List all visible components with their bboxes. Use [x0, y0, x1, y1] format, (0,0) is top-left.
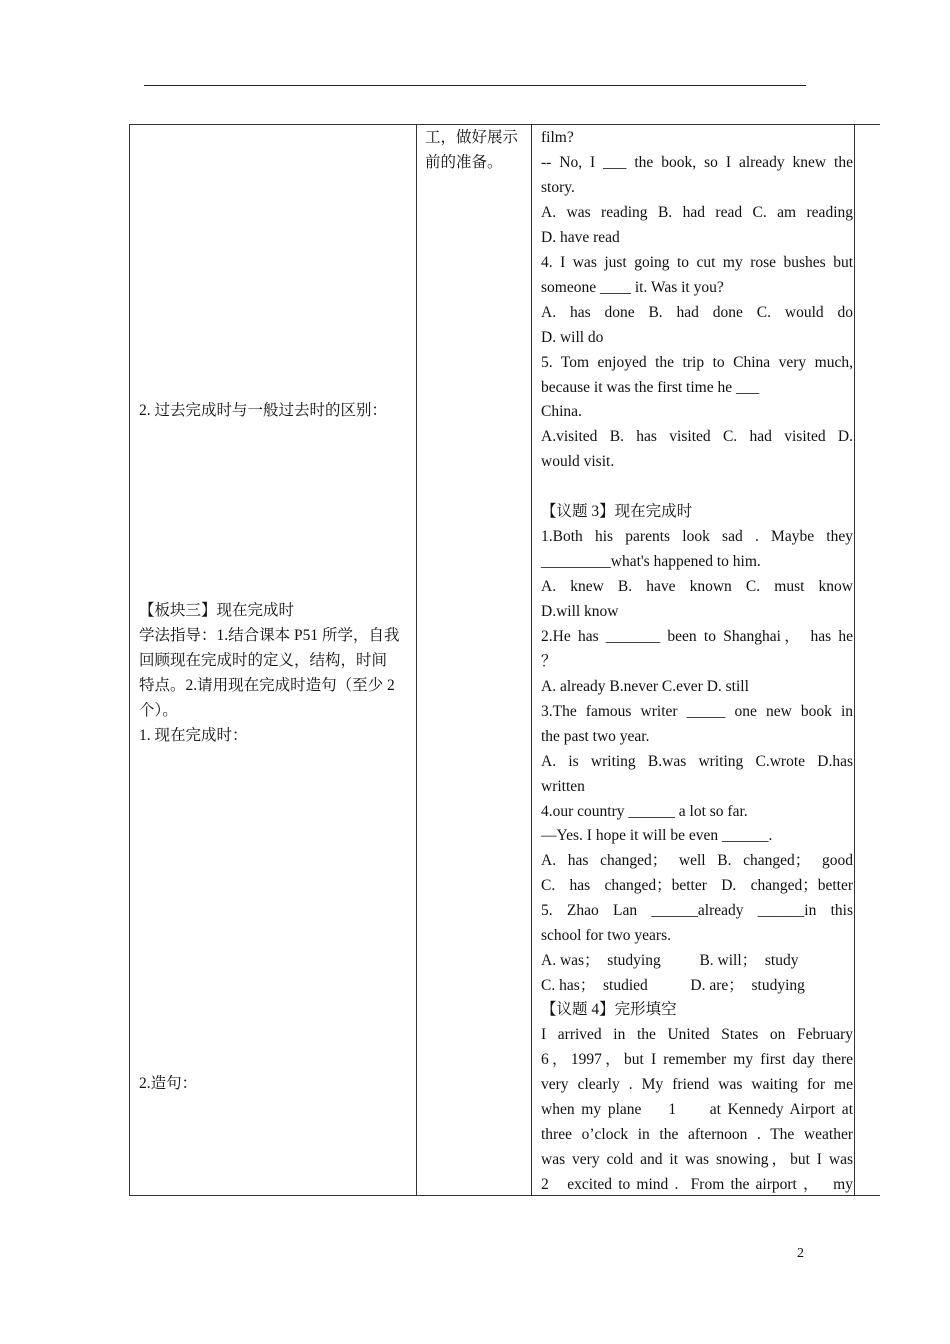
- exercise-line: 1.Both his parents look sad . Maybe they: [541, 528, 853, 545]
- section-3-heading: 【板块三】现在完成时: [139, 602, 295, 619]
- study-guide-line: 个）。: [139, 702, 178, 719]
- exercise-line: D.will know: [541, 603, 619, 620]
- present-perfect-label: 1. 现在完成时：: [139, 727, 248, 744]
- cloze-line: 6，1997，but I remember my first day there: [541, 1051, 853, 1068]
- prep-note-line: 前的准备。: [425, 154, 503, 171]
- exercise-line: A. was reading B. had read C. am reading: [541, 204, 853, 221]
- exercise-line: A.visited B. has visited C. had visited D.: [541, 428, 853, 445]
- exercise-line: A. already B.never C.ever D. still: [541, 678, 749, 695]
- exercise-line: film?: [541, 129, 574, 146]
- past-perfect-vs-past-simple-label: 2. 过去完成时与一般过去时的区别：: [139, 402, 388, 419]
- topic-3-heading: 【议题 3】现在完成时: [541, 503, 693, 520]
- prep-note-line: 工，做好展示: [425, 129, 519, 146]
- exercise-line: the past two year.: [541, 728, 650, 745]
- exercise-line: —Yes. I hope it will be even ______.: [541, 827, 773, 844]
- cloze-line: very clearly . My friend was waiting for me: [541, 1076, 853, 1093]
- exercise-line: China.: [541, 403, 582, 420]
- exercise-line: written: [541, 778, 585, 795]
- exercise-line: A. has changed； well B. changed； good: [541, 852, 853, 869]
- cloze-line: I arrived in the United States on February: [541, 1026, 853, 1043]
- exercise-line: because it was the first time he ___: [541, 379, 760, 396]
- exercise-line: A. is writing B.was writing C.wrote D.has: [541, 753, 853, 770]
- cloze-line: three o’clock in the afternoon . The weather: [541, 1126, 853, 1143]
- exercise-line: C. has； studied D. are； studying: [541, 977, 805, 994]
- exercise-line: 4. I was just going to cut my rose bushes but: [541, 254, 853, 271]
- exercise-line: _________what's happened to him.: [541, 553, 761, 570]
- study-guide-line: 特点。2.请用现在完成时造句（至少 2: [139, 677, 395, 694]
- preparation-column: [417, 125, 532, 1195]
- exercise-line: -- No, I ___ the book, so I already knew the: [541, 154, 853, 171]
- exercise-line: 5. Zhao Lan ______already ______in this: [541, 902, 853, 919]
- exercise-line: 5. Tom enjoyed the trip to China very much,: [541, 354, 853, 371]
- study-guide-line: 学法指导：1.结合课本 P51 所学，自我: [139, 627, 400, 644]
- exercise-column: [532, 125, 855, 1195]
- study-guide-line: 回顾现在完成时的定义，结构，时间: [139, 652, 388, 669]
- page-number: 2: [797, 1246, 804, 1261]
- exercise-line: 4.our country ______ a lot so far.: [541, 803, 748, 820]
- cloze-line: was very cold and it was snowing，but I was: [541, 1151, 853, 1168]
- exercise-line: C. has changed；better D. changed；better: [541, 877, 853, 894]
- exercise-line: 3.The famous writer _____ one new book in: [541, 703, 853, 720]
- cloze-line: 2 excited to mind . From the airport ， my: [541, 1176, 853, 1193]
- exercise-line: school for two years.: [541, 927, 671, 944]
- exercise-line: would visit.: [541, 453, 615, 470]
- exercise-line: D. will do: [541, 329, 604, 346]
- sentence-making-label: 2.造句：: [139, 1075, 198, 1092]
- exercise-line: story.: [541, 179, 575, 196]
- exercise-line: 2.He has _______ been to Shanghai， has he: [541, 628, 853, 645]
- header-rule: [144, 85, 806, 86]
- exercise-line: ？: [541, 653, 557, 670]
- exercise-line: someone ____ it. Was it you?: [541, 279, 724, 296]
- lesson-table: [129, 124, 880, 1196]
- exercise-line: A. was； studying B. will； study: [541, 952, 799, 969]
- study-guide-column: [130, 125, 417, 1195]
- exercise-line: A. knew B. have known C. must know: [541, 578, 853, 595]
- exercise-line: A. has done B. had done C. would do: [541, 304, 853, 321]
- exercise-line: D. have read: [541, 229, 620, 246]
- topic-4-heading: 【议题 4】完形填空: [541, 1001, 677, 1018]
- cloze-line: when my plane 1 at Kennedy Airport at: [541, 1101, 853, 1118]
